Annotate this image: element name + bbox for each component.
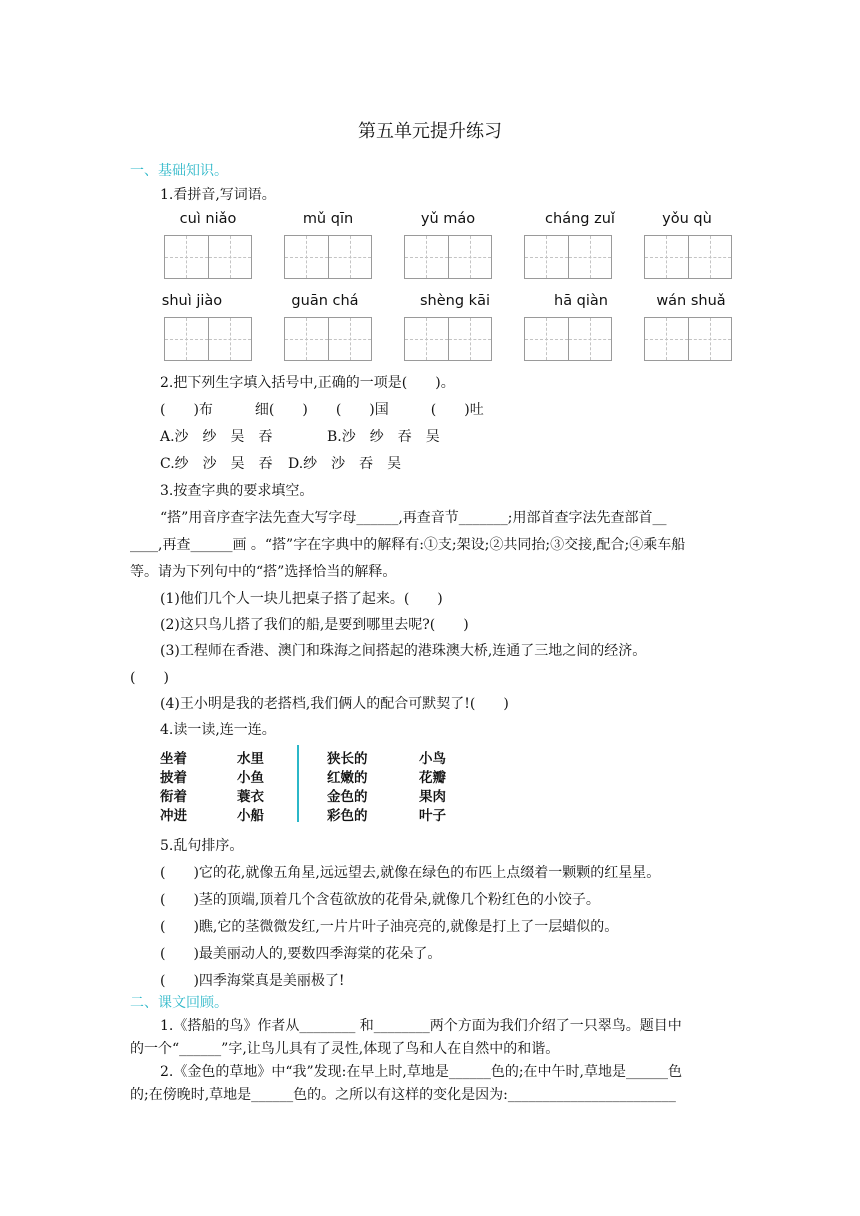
pinyin-label: shuì jiào [161,293,223,309]
q3-sentence: (2)这只鸟儿搭了我们的船,是要到哪里去呢?( ) [160,617,469,633]
q3-sentence: (4)王小明是我的老搭档,我们俩人的配合可默契了!( ) [160,696,509,712]
q5-sentence: ( )瞧,它的茎微微发红,一片片叶子油亮亮的,就像是打上了一层蜡似的。 [160,919,619,935]
pinyin-label: shèng kāi [420,293,490,309]
match-item[interactable]: 小鸟 [419,751,446,767]
writing-grid[interactable] [644,235,732,279]
q2-prompt: 2.把下列生字填入括号中,正确的一项是( )。 [160,375,455,391]
q4-prompt: 4.读一读,连一连。 [160,722,276,738]
pinyin-label: wán shuǎ [656,293,726,309]
match-item[interactable]: 叶子 [419,808,446,824]
q5-sentence: ( )茎的顶端,顶着几个含苞欲放的花骨朵,就像几个粉红色的小饺子。 [160,892,600,908]
q3-prompt: 3.按查字典的要求填空。 [160,483,314,499]
q2-option-c[interactable]: C.纱 沙 吴 吞 [160,456,273,472]
q3-sentence: (3)工程师在香港、澳门和珠海之间搭起的港珠澳大桥,连通了三地之间的经济。 [160,643,647,659]
q3-answer-paren: ( ) [130,670,169,686]
match-item[interactable]: 小鱼 [237,770,264,786]
q5-sentence: ( )最美丽动人的,要数四季海棠的花朵了。 [160,946,442,962]
match-item[interactable]: 果肉 [419,789,446,805]
match-item[interactable]: 冲进 [160,808,187,824]
review-q1-line: 1.《搭船的鸟》作者从________ 和________两个方面为我们介绍了一只翠鸟。题目中 [160,1018,682,1034]
writing-grid[interactable] [164,235,252,279]
writing-grid[interactable] [524,317,612,361]
match-item[interactable]: 红嫩的 [327,770,368,786]
section-heading-review: 二、课文回顾。 [130,995,228,1011]
writing-grid[interactable] [284,317,372,361]
match-item[interactable]: 披着 [160,770,187,786]
column-divider [297,745,299,822]
review-q2-line: 2.《金色的草地》中“我”发现:在早上时,草地是______色的;在中午时,草地是______色 [160,1064,683,1080]
match-item[interactable]: 金色的 [327,789,368,805]
pinyin-label: guān chá [291,293,359,309]
review-q2-line: 的;在傍晚时,草地是______色的。之所以有这样的变化是因为:________________________ [130,1087,676,1103]
q3-text-line: ____,再查______画 。“搭”字在字典中的解释有:①支;架设;②共同抬;③交接,配合;④乘车船 [130,537,686,553]
q5-prompt: 5.乱句排序。 [160,838,244,854]
match-item[interactable]: 水里 [237,751,264,767]
writing-grid[interactable] [524,235,612,279]
match-item[interactable]: 彩色的 [327,808,368,824]
q2-option-d[interactable]: D.纱 沙 吞 吴 [288,456,402,472]
review-q1-line: 的一个“______”字,让鸟儿具有了灵性,体现了鸟和人在自然中的和谐。 [130,1041,560,1057]
pinyin-label: hā qiàn [554,293,608,309]
page-title: 第五单元提升练习 [358,121,502,142]
q3-text-line: “搭”用音序查字法先查大写字母______,再查音节_______;用部首查字法先查部首__ [160,510,667,526]
pinyin-label: yǒu qù [662,211,712,227]
match-item[interactable]: 小船 [237,808,264,824]
writing-grid[interactable] [404,317,492,361]
q3-text-line: 等。请为下列句中的“搭”选择恰当的解释。 [130,564,397,580]
q2-option-a[interactable]: A.沙 纱 吴 吞 [160,429,273,445]
section-heading-basics: 一、基础知识。 [130,163,228,179]
writing-grid[interactable] [404,235,492,279]
writing-grid[interactable] [164,317,252,361]
q2-option-b[interactable]: B.沙 纱 吞 吴 [327,429,440,445]
pinyin-label: cháng zuǐ [545,211,615,227]
q3-sentence: (1)他们几个人一块儿把桌子搭了起来。( ) [160,591,443,607]
pinyin-label: cuì niǎo [179,211,237,227]
pinyin-label: yǔ máo [420,211,476,227]
match-item[interactable]: 蓑衣 [237,789,264,805]
match-item[interactable]: 坐着 [160,751,187,767]
q1-prompt: 1.看拼音,写词语。 [160,187,276,203]
match-item[interactable]: 狭长的 [327,751,368,767]
writing-grid[interactable] [284,235,372,279]
writing-grid[interactable] [644,317,732,361]
q2-blanks: ( )布 细( ) ( )国 ( )吐 [160,402,484,418]
match-item[interactable]: 花瓣 [419,770,446,786]
q5-sentence: ( )四季海棠真是美丽极了! [160,973,345,989]
pinyin-label: mǔ qīn [302,211,354,227]
match-item[interactable]: 衔着 [160,789,187,805]
q5-sentence: ( )它的花,就像五角星,远远望去,就像在绿色的布匹上点缀着一颗颗的红星星。 [160,865,661,881]
